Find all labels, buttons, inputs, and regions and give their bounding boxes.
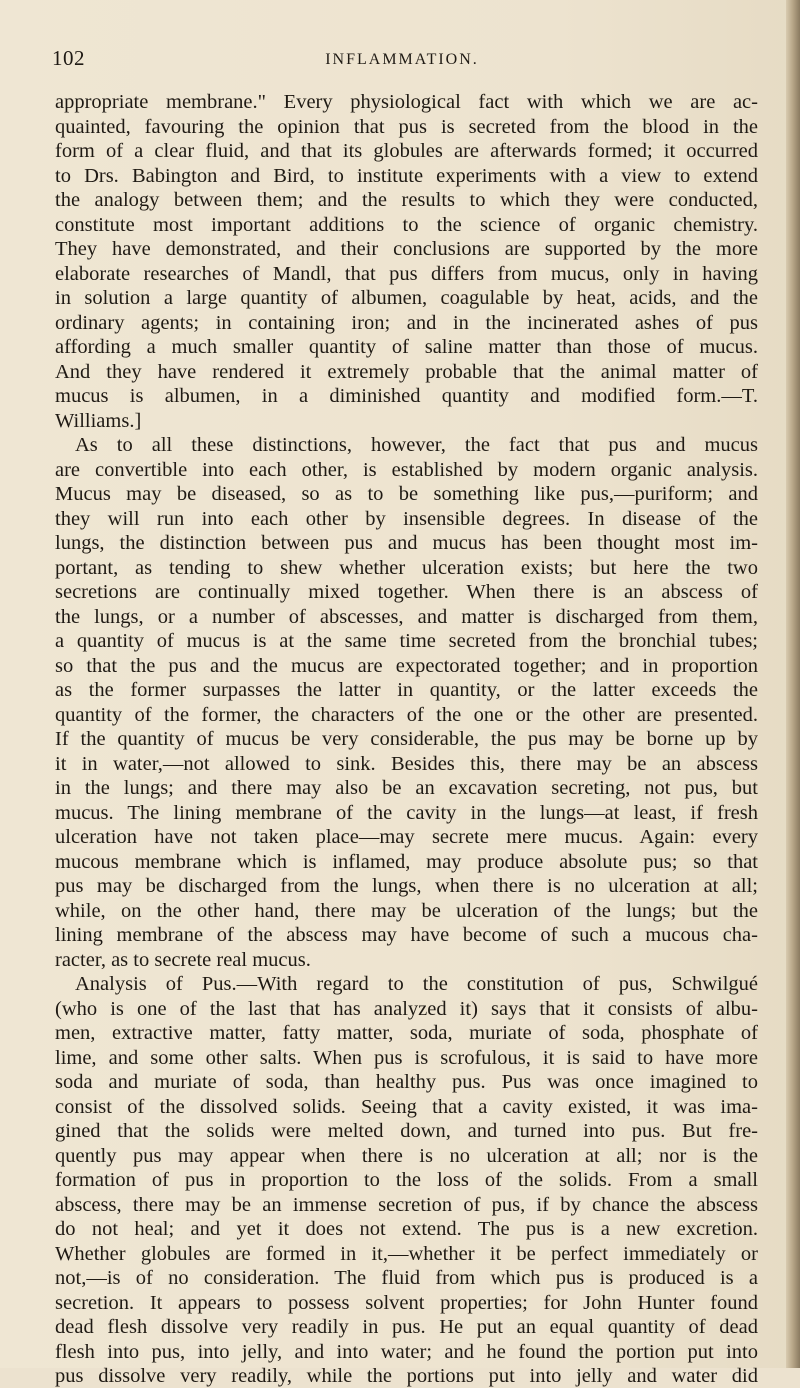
text-line: quantity of the former, the characters of the one or the other are presented. bbox=[55, 703, 758, 726]
text-line: quently pus may appear when there is no ulceration at all; nor is the bbox=[55, 1144, 758, 1167]
text-line: are convertible into each other, is established by modern organic analysis. bbox=[55, 458, 758, 481]
text-line: If the quantity of mucus be very considerable, the pus may be borne up by bbox=[55, 728, 758, 750]
text-line: gined that the solids were melted down, and turned into pus. But fre- bbox=[55, 1120, 758, 1142]
text-line: lungs, the distinction between pus and mucus has been thought most im- bbox=[55, 532, 758, 554]
body-text bbox=[55, 90, 758, 1387]
text-line: dead flesh dissolve very readily in pus. He put an equal quantity of dead bbox=[55, 1316, 758, 1338]
text-line: while, on the other hand, there may be ulceration of the lungs; but the bbox=[55, 899, 758, 922]
page-number: 102 bbox=[52, 46, 85, 70]
text-line: quainted, favouring the opinion that pus is secreted from the blood in the bbox=[55, 115, 758, 138]
text-line: it in water,—not allowed to sink. Besides this, there may be an abscess bbox=[55, 752, 758, 775]
page-edge bbox=[786, 0, 800, 1368]
text-line: formation of pus in proportion to the loss of the solids. From a small bbox=[55, 1169, 758, 1191]
text-line: in solution a large quantity of albumen, coagulable by heat, acids, and the bbox=[55, 287, 758, 309]
text-line: to Drs. Babington and Bird, to institute experiments with a view to extend bbox=[55, 164, 758, 187]
page-header bbox=[52, 46, 752, 76]
text-line: As to all these distinctions, however, the fact that pus and mucus bbox=[75, 434, 758, 456]
text-line: consist of the dissolved solids. Seeing that a cavity existed, it was ima- bbox=[55, 1095, 758, 1118]
text-line: constitute most important additions to the science of organic chemistry. bbox=[55, 213, 758, 236]
text-line: appropriate membrane." Every physiological fact with which we are ac- bbox=[55, 91, 758, 113]
text-line: in the lungs; and there may also be an excavation secreting, not pus, but bbox=[55, 777, 758, 799]
text-line: mucus. The lining membrane of the cavity in the lungs—at least, if fresh bbox=[55, 801, 758, 824]
text-line: pus dissolve very readily, while the portions put into jelly and water did bbox=[55, 1365, 758, 1387]
text-line: mucous membrane which is inflamed, may produce absolute pus; so that bbox=[55, 850, 758, 873]
text-line: they will run into each other by insensible degrees. In disease of the bbox=[55, 507, 758, 530]
text-line: so that the pus and the mucus are expectorated together; and in proportion bbox=[55, 654, 758, 677]
text-line: ulceration have not taken place—may secrete mere mucus. Again: every bbox=[55, 826, 758, 848]
text-line: soda and muriate of soda, than healthy pus. Pus was once imagined to bbox=[55, 1071, 758, 1093]
text-line: (who is one of the last that has analyzed it) says that it consists of albu- bbox=[55, 997, 758, 1020]
text-line: Analysis of Pus.—With regard to the constitution of pus, Schwilgué bbox=[75, 973, 758, 995]
text-line: a quantity of mucus is at the same time secreted from the bronchial tubes; bbox=[55, 630, 758, 652]
text-line: They have demonstrated, and their conclusions are supported by the more bbox=[55, 238, 758, 260]
text-line: Whether globules are formed in it,—whether it be perfect immediately or bbox=[55, 1242, 758, 1265]
text-line: elaborate researches of Mandl, that pus differs from mucus, only in having bbox=[55, 262, 758, 285]
text-line: Williams.] bbox=[55, 409, 142, 432]
text-line: lining membrane of the abscess may have become of such a mucous cha- bbox=[55, 924, 758, 946]
text-line: men, extractive matter, fatty matter, soda, muriate of soda, phosphate of bbox=[55, 1022, 758, 1044]
text-line: Mucus may be diseased, so as to be something like pus,—puriform; and bbox=[55, 483, 758, 505]
text-line: not,—is of no consideration. The fluid from which pus is produced is a bbox=[55, 1267, 758, 1289]
text-line: secretions are continually mixed together. When there is an abscess of bbox=[55, 581, 758, 603]
text-line: ordinary agents; in containing iron; and in the incinerated ashes of pus bbox=[55, 311, 758, 334]
text-line: pus may be discharged from the lungs, when there is no ulceration at all; bbox=[55, 875, 758, 897]
text-line: the analogy between them; and the results to which they were conducted, bbox=[55, 189, 758, 211]
text-line: flesh into pus, into jelly, and into water; and he found the portion put into bbox=[55, 1340, 758, 1363]
text-line: mucus is albumen, in a diminished quantity and modified form.—T. bbox=[55, 385, 758, 407]
text-line: abscess, there may be an immense secretion of pus, if by chance the abscess bbox=[55, 1193, 758, 1216]
text-line: do not heal; and yet it does not extend. The pus is a new excretion. bbox=[55, 1218, 758, 1240]
text-line: racter, as to secrete real mucus. bbox=[55, 948, 311, 971]
running-head: INFLAMMATION. bbox=[325, 51, 479, 68]
text-line: secretion. It appears to possess solvent properties; for John Hunter found bbox=[55, 1291, 758, 1314]
text-line: portant, as tending to shew whether ulceration exists; but here the two bbox=[55, 556, 758, 579]
text-line: And they have rendered it extremely probable that the animal matter of bbox=[55, 360, 758, 383]
text-line: as the former surpasses the latter in quantity, or the latter exceeds the bbox=[55, 679, 758, 701]
text-line: form of a clear fluid, and that its globules are afterwards formed; it occurred bbox=[55, 140, 758, 162]
text-line: the lungs, or a number of abscesses, and matter is discharged from them, bbox=[55, 605, 758, 628]
text-line: lime, and some other salts. When pus is scrofulous, it is said to have more bbox=[55, 1046, 758, 1069]
text-line: affording a much smaller quantity of saline matter than those of mucus. bbox=[55, 336, 758, 358]
